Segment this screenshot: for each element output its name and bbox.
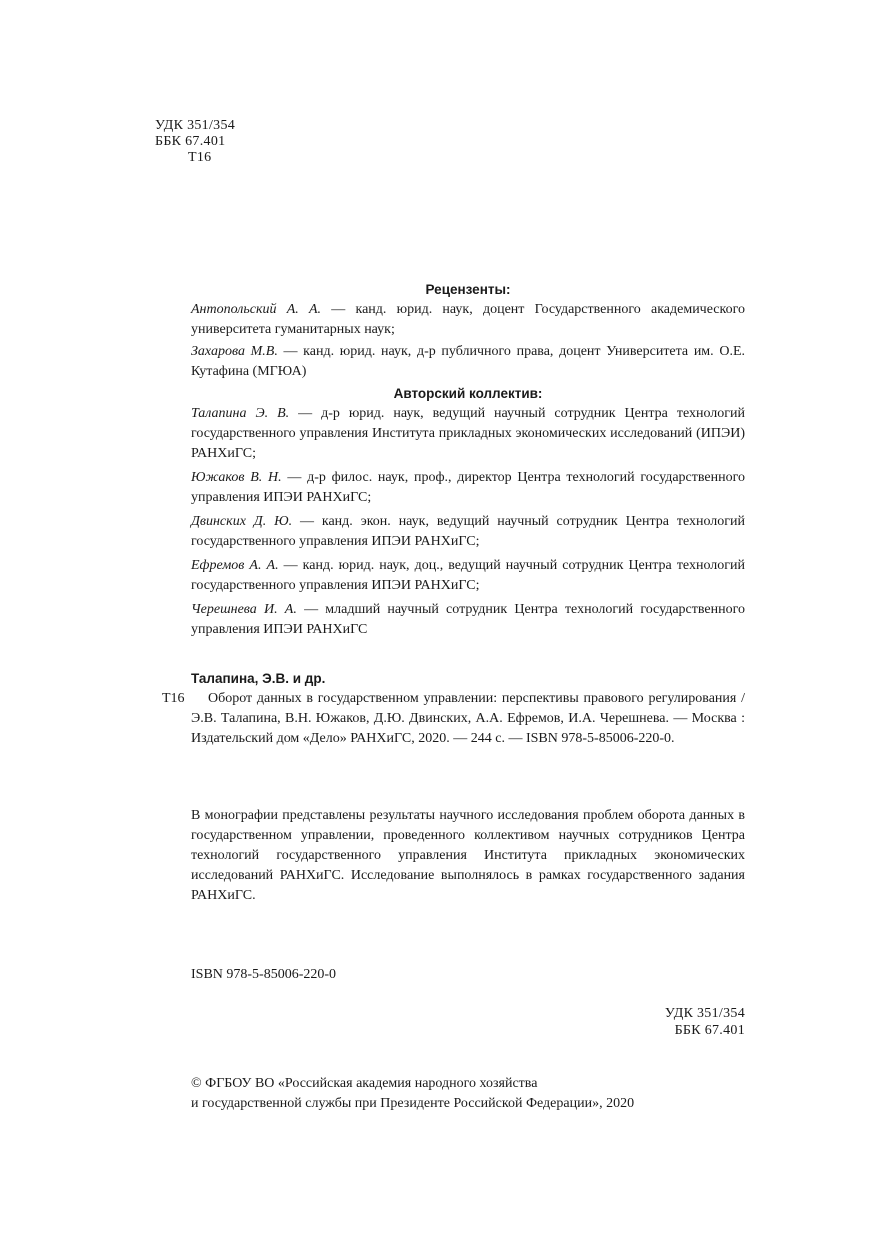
reviewer-name: Антопольский А. А.: [191, 302, 322, 317]
author-name: Талапина Э. В.: [191, 406, 290, 421]
reviewer-credentials: — канд. юрид. наук, д-р публичного права, доцент Университета им. О.Е. Кутафина (МГЮА): [191, 344, 746, 379]
classification-right: [665, 1005, 745, 1039]
biblio-author-mark: Т16: [162, 691, 185, 706]
isbn-number: ISBN 978-5-85006-220-0: [191, 967, 337, 982]
author-credentials: — д-р юрид. наук, ведущий научный сотрудник Центра технологий государственного управления Института прикладных экономических исследований (ИПЭИ) РАНХиГС;: [191, 406, 745, 461]
author-credentials: — канд. экон. наук, ведущий научный сотрудник Центра технологий государственного управления ИПЭИ РАНХиГС;: [191, 514, 746, 549]
copyright-line-2: и государственной службы при Президенте Российской Федерации», 2020: [191, 1096, 635, 1111]
author-name: Двинских Д. Ю.: [191, 514, 293, 529]
authors-title: Авторский коллектив:: [393, 386, 543, 401]
author-credentials: — д-р филос. наук, проф., директор Центра технологий государственного управления ИПЭИ РАНХиГС;: [191, 470, 745, 505]
udk-code-right: УДК 351/354: [664, 1006, 745, 1021]
copyright-line-1: © ФГБОУ ВО «Российская академия народного хозяйства: [191, 1076, 538, 1091]
author-name: Южаков В. Н.: [191, 470, 282, 485]
reviewer-name: Захарова М.В.: [191, 344, 278, 359]
udk-code: УДК 351/354: [155, 118, 236, 133]
reviewers-section: [191, 280, 745, 382]
authors-section: [191, 384, 745, 640]
annotation-text: В монографии представлены результаты научного исследования проблем оборота данных в государственном управлении, проведенного коллективом научных сотрудников Центра технологий государственного управления Института прикладных экономических исследований РАНХиГС. Исследование выполнялось в рамках государственного задания РАНХиГС.: [191, 808, 745, 903]
biblio-heading: Талапина, Э.В. и др.: [191, 671, 326, 686]
author-entry: [191, 600, 745, 640]
author-entry: [191, 468, 745, 508]
reviewer-credentials: — канд. юрид. наук, доцент Государственного академического университета гуманитарных наук;: [191, 302, 745, 337]
reviewer-entry: [191, 342, 745, 382]
author-entry: [191, 512, 745, 552]
author-entry: [191, 556, 745, 596]
biblio-description: Оборот данных в государственном управлении: перспективы правового регулирования / Э.В. Талапина, В.Н. Южаков, Д.Ю. Двинских, А.А. Ефремов, И.А. Черешнева. — Москва : Издательский дом «Дело» РАНХиГС, 2020. — 244 с. — ISBN 978-5-85006-220-0.: [191, 691, 745, 746]
bbk-code: ББК 67.401: [155, 134, 226, 149]
classification-block: [155, 118, 235, 166]
author-credentials: — младший научный сотрудник Центра технологий государственного управления ИПЭИ РАНХиГС: [191, 602, 745, 637]
bbk-code-right: ББК 67.401: [674, 1023, 745, 1038]
reviewer-entry: [191, 300, 745, 340]
author-name: Ефремов А. А.: [191, 558, 279, 573]
author-mark: Т16: [188, 150, 212, 165]
bibliographic-record: [162, 669, 745, 749]
reviewers-title: Рецензенты:: [425, 282, 511, 297]
author-credentials: — канд. юрид. наук, доц., ведущий научный сотрудник Центра технологий государственного управления ИПЭИ РАНХиГС;: [191, 558, 745, 593]
author-entry: [191, 404, 745, 464]
copyright-notice: [191, 1074, 751, 1114]
author-name: Черешнева И. А.: [191, 602, 297, 617]
